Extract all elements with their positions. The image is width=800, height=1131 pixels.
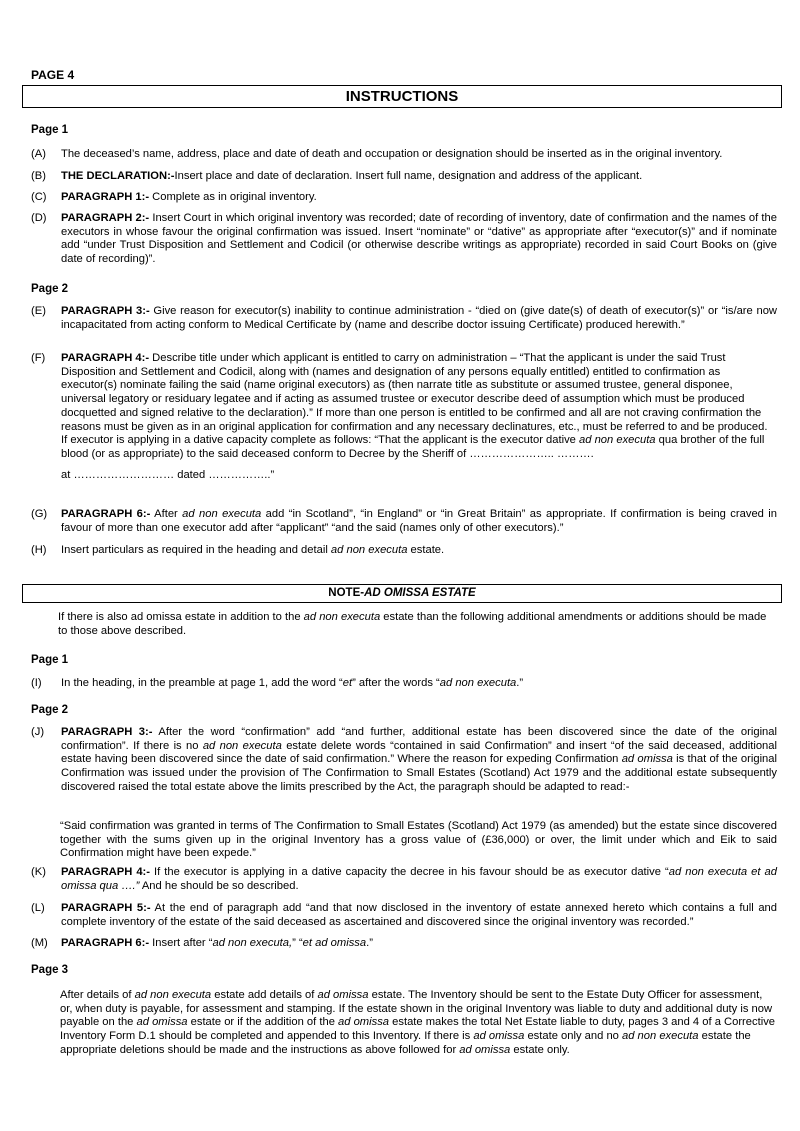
- quoted-confirmation-text: “Said confirmation was granted in terms of The Confirmation to Small Estates (Scotland) Act 1979 (as amended) but the estate since discovered together with the sums given up in the original Inventory has a gross value of (£36,000) or over, the limit under which and Eik to said Confirmation might have been expede.”: [60, 820, 777, 860]
- item-heading: PARAGRAPH 3:-: [61, 726, 153, 738]
- latin-term: ad non executa: [303, 611, 381, 623]
- item-label: (J): [31, 726, 45, 738]
- note-section-page-3: Page 3: [31, 964, 69, 976]
- instruction-item-d: [31, 212, 777, 267]
- instruction-item-j: (J) PARAGRAPH 3:- After the word “confirmation” add “and further, additional estate has been discovered since the date of the original confirmation”. If there is no ad non executa estate delete words “contained in said Confirmation” and insert “of the said deceased, additional estate having been discovered since the date of said confirmation.” Where the reason for expeding Confirmation ad omissa is that of the original Confirmation was issued under the provision of The Confirmation to Small Estates (Scotland) Act 1979 and the additional estate subsequently discovered raised the total estate above the limits prescribed by the Act, the paragraph should be adapted to read:-: [31, 726, 777, 793]
- item-text: Insert place and date of declaration. Insert full name, designation and address of the applicant.: [174, 170, 643, 182]
- item-label: (C): [31, 191, 47, 203]
- section-heading-page-2: Page 2: [31, 283, 69, 295]
- page-3-instructions: After details of ad non executa estate add details of ad omissa estate. The Inventory should be sent to the Estate Duty Officer for assessment, or, when duty is payable, for assessment and stamping. If the estate shown in the original Inventory was liable to duty and additional duty is now payable on the ad omissa estate or if the addition of the ad omissa estate makes the total Net Estate liable to duty, pages 3 and 4 of a Corrective Inventory Form D.1 should be completed and appended to this Inventory. If there is ad omissa estate only and no ad non executa estate the appropriate deletions should be made and the instructions as above followed for ad omissa estate only.: [60, 989, 776, 1056]
- instruction-item-c: [31, 191, 777, 205]
- note-section-page-1: Page 1: [31, 654, 69, 666]
- note-section-page-2: Page 2: [31, 704, 69, 716]
- date-line: at ……………………… dated ……………..”: [61, 468, 275, 481]
- item-text: Give reason for executor(s) inability to continue administration - “died on (give date(s) of death of executor(s)” or “is/are now incapacitated from acting conform to Medical Certificate by (name and describe doctor issuing Certificate) produced herewith.”: [61, 305, 777, 331]
- note-intro: If there is also ad omissa estate in addition to the ad non executa estate than the following additional amendments or additions should be made to those above described.: [58, 611, 767, 637]
- item-label: (F): [31, 352, 46, 364]
- item-heading: PARAGRAPH 6:-: [61, 937, 150, 949]
- item-label: (M): [31, 937, 48, 949]
- dative-text: If executor is applying in a dative capacity complete as follows: “That the applicant is the executor dative: [61, 434, 580, 447]
- item-text: Describe title under which applicant is entitled to carry on administration – “That the applicant is under the said Trust Disposition and Settlement and Codicil, along with (names and designation of any persons equally entitled) entitled to confirmation as executor(s) nominate failing the said (name original executors) as (then narrate title as substitute or assumed trustee, general disponee, universal legatory or residuary legatee and if acting as assumed trustee or executor describe deed of assumption which must be produced docquetted and signed relative to the declaration).” If more than one person is entitled to be confirmed and all are not craving confirmation the reasons must be given as in an original application for confirmation and any necessary declinatures, etc., must be referred to and be produced.: [61, 352, 768, 433]
- instructions-title: INSTRUCTIONS: [22, 85, 782, 108]
- item-text: Insert Court in which original inventory was recorded; date of recording of inventory, date of confirmation and the names of the executors in whose favour the original confirmation was issued. Insert “nominate” or “dative” as appropriate after “executor(s)” and if nominate add “under Trust Disposition and Settlement and Codicil (or otherwise describe writings as appropriate) recorded in said Court Books on (give date of recording)”.: [61, 212, 777, 266]
- item-label: (H): [31, 544, 47, 556]
- item-label: (D): [31, 212, 47, 224]
- instruction-item-l: (L) PARAGRAPH 5:- At the end of paragraph add “and that now disclosed in the inventory of estate annexed hereto which contains a full and complete inventory of the estate of the said deceased as ascertained and discovered since the original inventory was recorded.”: [31, 902, 777, 928]
- item-heading: PARAGRAPH 6:-: [61, 508, 151, 520]
- item-heading: PARAGRAPH 4:-: [61, 352, 150, 364]
- latin-term: ad non executa: [330, 544, 408, 556]
- note-ad-omissa-heading: NOTE-AD OMISSA ESTATE: [22, 584, 782, 603]
- item-label: (L): [31, 902, 45, 914]
- instruction-item-b: [31, 170, 777, 184]
- item-heading: PARAGRAPH 1:-: [61, 191, 150, 203]
- item-text: Complete as in original inventory.: [149, 191, 317, 203]
- instruction-item-f: [31, 352, 777, 482]
- dative-text-cont: qua brother of the full blood (or as appropriate) to the said deceased conform to Decree by the Sheriff of ………………….. ……….: [61, 434, 765, 460]
- item-label: (A): [31, 148, 46, 160]
- item-heading: PARAGRAPH 5:-: [61, 902, 151, 914]
- item-heading: THE DECLARATION:-: [61, 170, 175, 182]
- instruction-item-e: [31, 305, 777, 332]
- item-heading: PARAGRAPH 4:-: [61, 866, 150, 878]
- item-heading: PARAGRAPH 2:-: [61, 212, 150, 224]
- instruction-item-h: (H) Insert particulars as required in the heading and detail ad non executa estate.: [31, 544, 445, 556]
- section-heading-page-1: Page 1: [31, 124, 69, 136]
- instruction-item-g: (G) PARAGRAPH 6:- After ad non executa add “in Scotland”, “in England” or “in Great Britain” as appropriate. If confirmation is being craved in favour of more than one executor add after “applicant” “and the said (names only of other executors).”: [31, 508, 777, 534]
- instruction-item-k: (K) PARAGRAPH 4:- If the executor is applying in a dative capacity the decree in his favour should be as executor dative “ad non executa et ad omissa qua ….” And he should be so described.: [31, 866, 777, 892]
- item-text: The deceased’s name, address, place and date of death and occupation or designation should be inserted as in the original inventory.: [61, 148, 723, 160]
- page-number-label: PAGE 4: [31, 68, 75, 82]
- item-label: (K): [31, 866, 46, 878]
- instruction-item-m: (M) PARAGRAPH 6:- Insert after “ad non executa,” “et ad omissa.”: [31, 937, 373, 949]
- latin-term: ad non executa: [182, 508, 262, 520]
- item-label: (E): [31, 305, 46, 317]
- instruction-item-a: [31, 148, 777, 162]
- item-label: (B): [31, 170, 46, 182]
- item-label: (I): [31, 677, 42, 689]
- instruction-item-i: (I) In the heading, in the preamble at page 1, add the word “et” after the words “ad non executa.”: [31, 677, 524, 689]
- item-label: (G): [31, 508, 48, 520]
- item-heading: PARAGRAPH 3:-: [61, 305, 150, 317]
- latin-term: ad non executa: [579, 434, 656, 447]
